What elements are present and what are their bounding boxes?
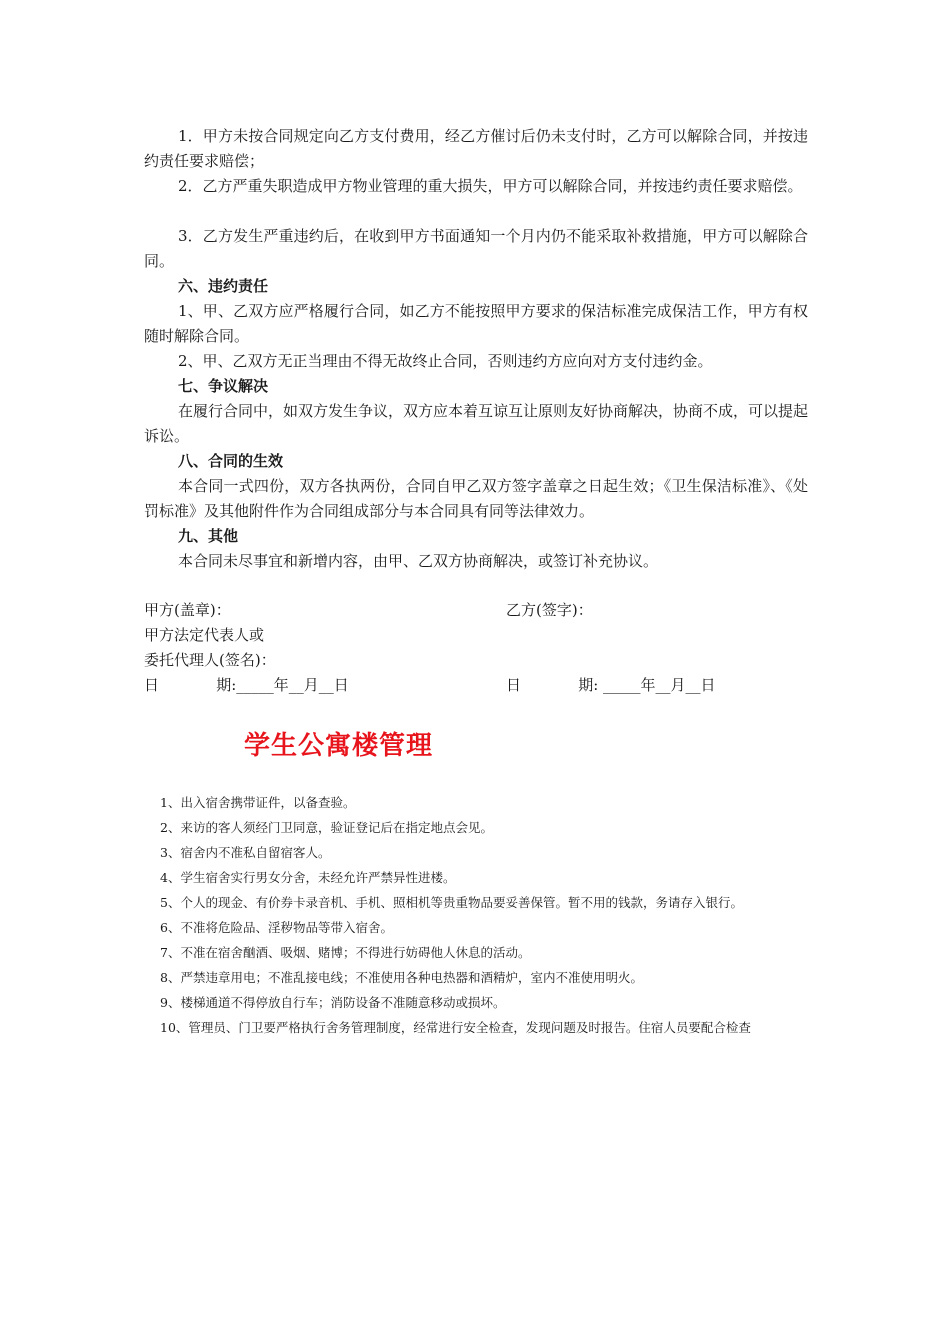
rule-item: 2、来访的客人须经门卫同意，验证登记后在指定地点会见。 [160,820,493,835]
contract-paragraph-3: 3．乙方发生严重违约后，在收到甲方书面通知一个月内仍不能采取补救措施，甲方可以解除合同。 [144,227,808,270]
rule-item: 10、管理员、门卫要严格执行舍务管理制度，经常进行安全检查，发现问题及时报告。住宿人员要配合检查 [160,1020,751,1035]
breach-item-1: 1、甲、乙双方应严格履行合同，如乙方不能按照甲方要求的保洁标准完成保洁工作，甲方有权随时解除合同。 [144,302,808,345]
party-a-representative: 甲方法定代表人或 [144,626,265,644]
breach-item-2: 2、甲、乙双方无正当理由不得无故终止合同，否则违约方应向对方支付违约金。 [178,352,713,370]
other-text: 本合同未尽事宜和新增内容，由甲、乙双方协商解决，或签订补充协议。 [178,552,659,570]
rule-item: 1、出入宿舍携带证件，以备查验。 [160,795,356,810]
party-a-seal: 甲方(盖章)： [144,601,231,619]
rule-item: 8、严禁违章用电；不准乱接电线；不准使用各种电热器和酒精炉，室内不准使用明火。 [160,970,643,985]
effect-text: 本合同一式四份，双方各执两份，合同自甲乙双方签字盖章之日起生效；《卫生保洁标准》、《处罚标准》及其他附件作为合同组成部分与本合同具有同等法律效力。 [144,477,808,520]
party-b-date: 日 期: _____年__月__日 [506,676,716,694]
contract-paragraph-1: 1．甲方未按合同规定向乙方支付费用，经乙方催讨后仍未支付时，乙方可以解除合同，并按违约责任要求赔偿； [144,127,808,170]
rule-item: 4、学生宿舍实行男女分舍，未经允许严禁异性进楼。 [160,870,456,885]
dispute-text: 在履行合同中，如双方发生争议，双方应本着互谅互让原则友好协商解决，协商不成，可以提起诉讼。 [144,402,809,445]
contract-paragraph-2: 2．乙方严重失职造成甲方物业管理的重大损失，甲方可以解除合同，并按违约责任要求赔偿。 [178,177,803,195]
rule-item: 3、宿舍内不准私自留宿客人。 [160,845,331,860]
party-a-date: 日 期:_____年__月__日 [144,676,349,694]
rules-title: 学生公寓楼管理 [244,731,434,761]
party-b-sign: 乙方(签字)： [506,601,593,619]
section-heading-dispute: 七、争议解决 [178,377,269,395]
rule-item: 7、不准在宿舍酗酒、吸烟、赌博；不得进行妨碍他人休息的活动。 [160,945,531,960]
rule-item: 6、不准将危险品、淫秽物品等带入宿舍。 [160,920,393,935]
party-a-agent: 委托代理人(签名)： [144,651,276,669]
section-heading-breach: 六、违约责任 [178,277,269,295]
rule-item: 9、楼梯通道不得停放自行车；消防设备不准随意移动或损坏。 [160,995,506,1010]
rule-item: 5、个人的现金、有价券卡录音机、手机、照相机等贵重物品要妥善保管。暂不用的钱款，务请存入银行。 [160,895,743,910]
section-heading-effect: 八、合同的生效 [178,452,284,470]
section-heading-other: 九、其他 [178,527,239,545]
